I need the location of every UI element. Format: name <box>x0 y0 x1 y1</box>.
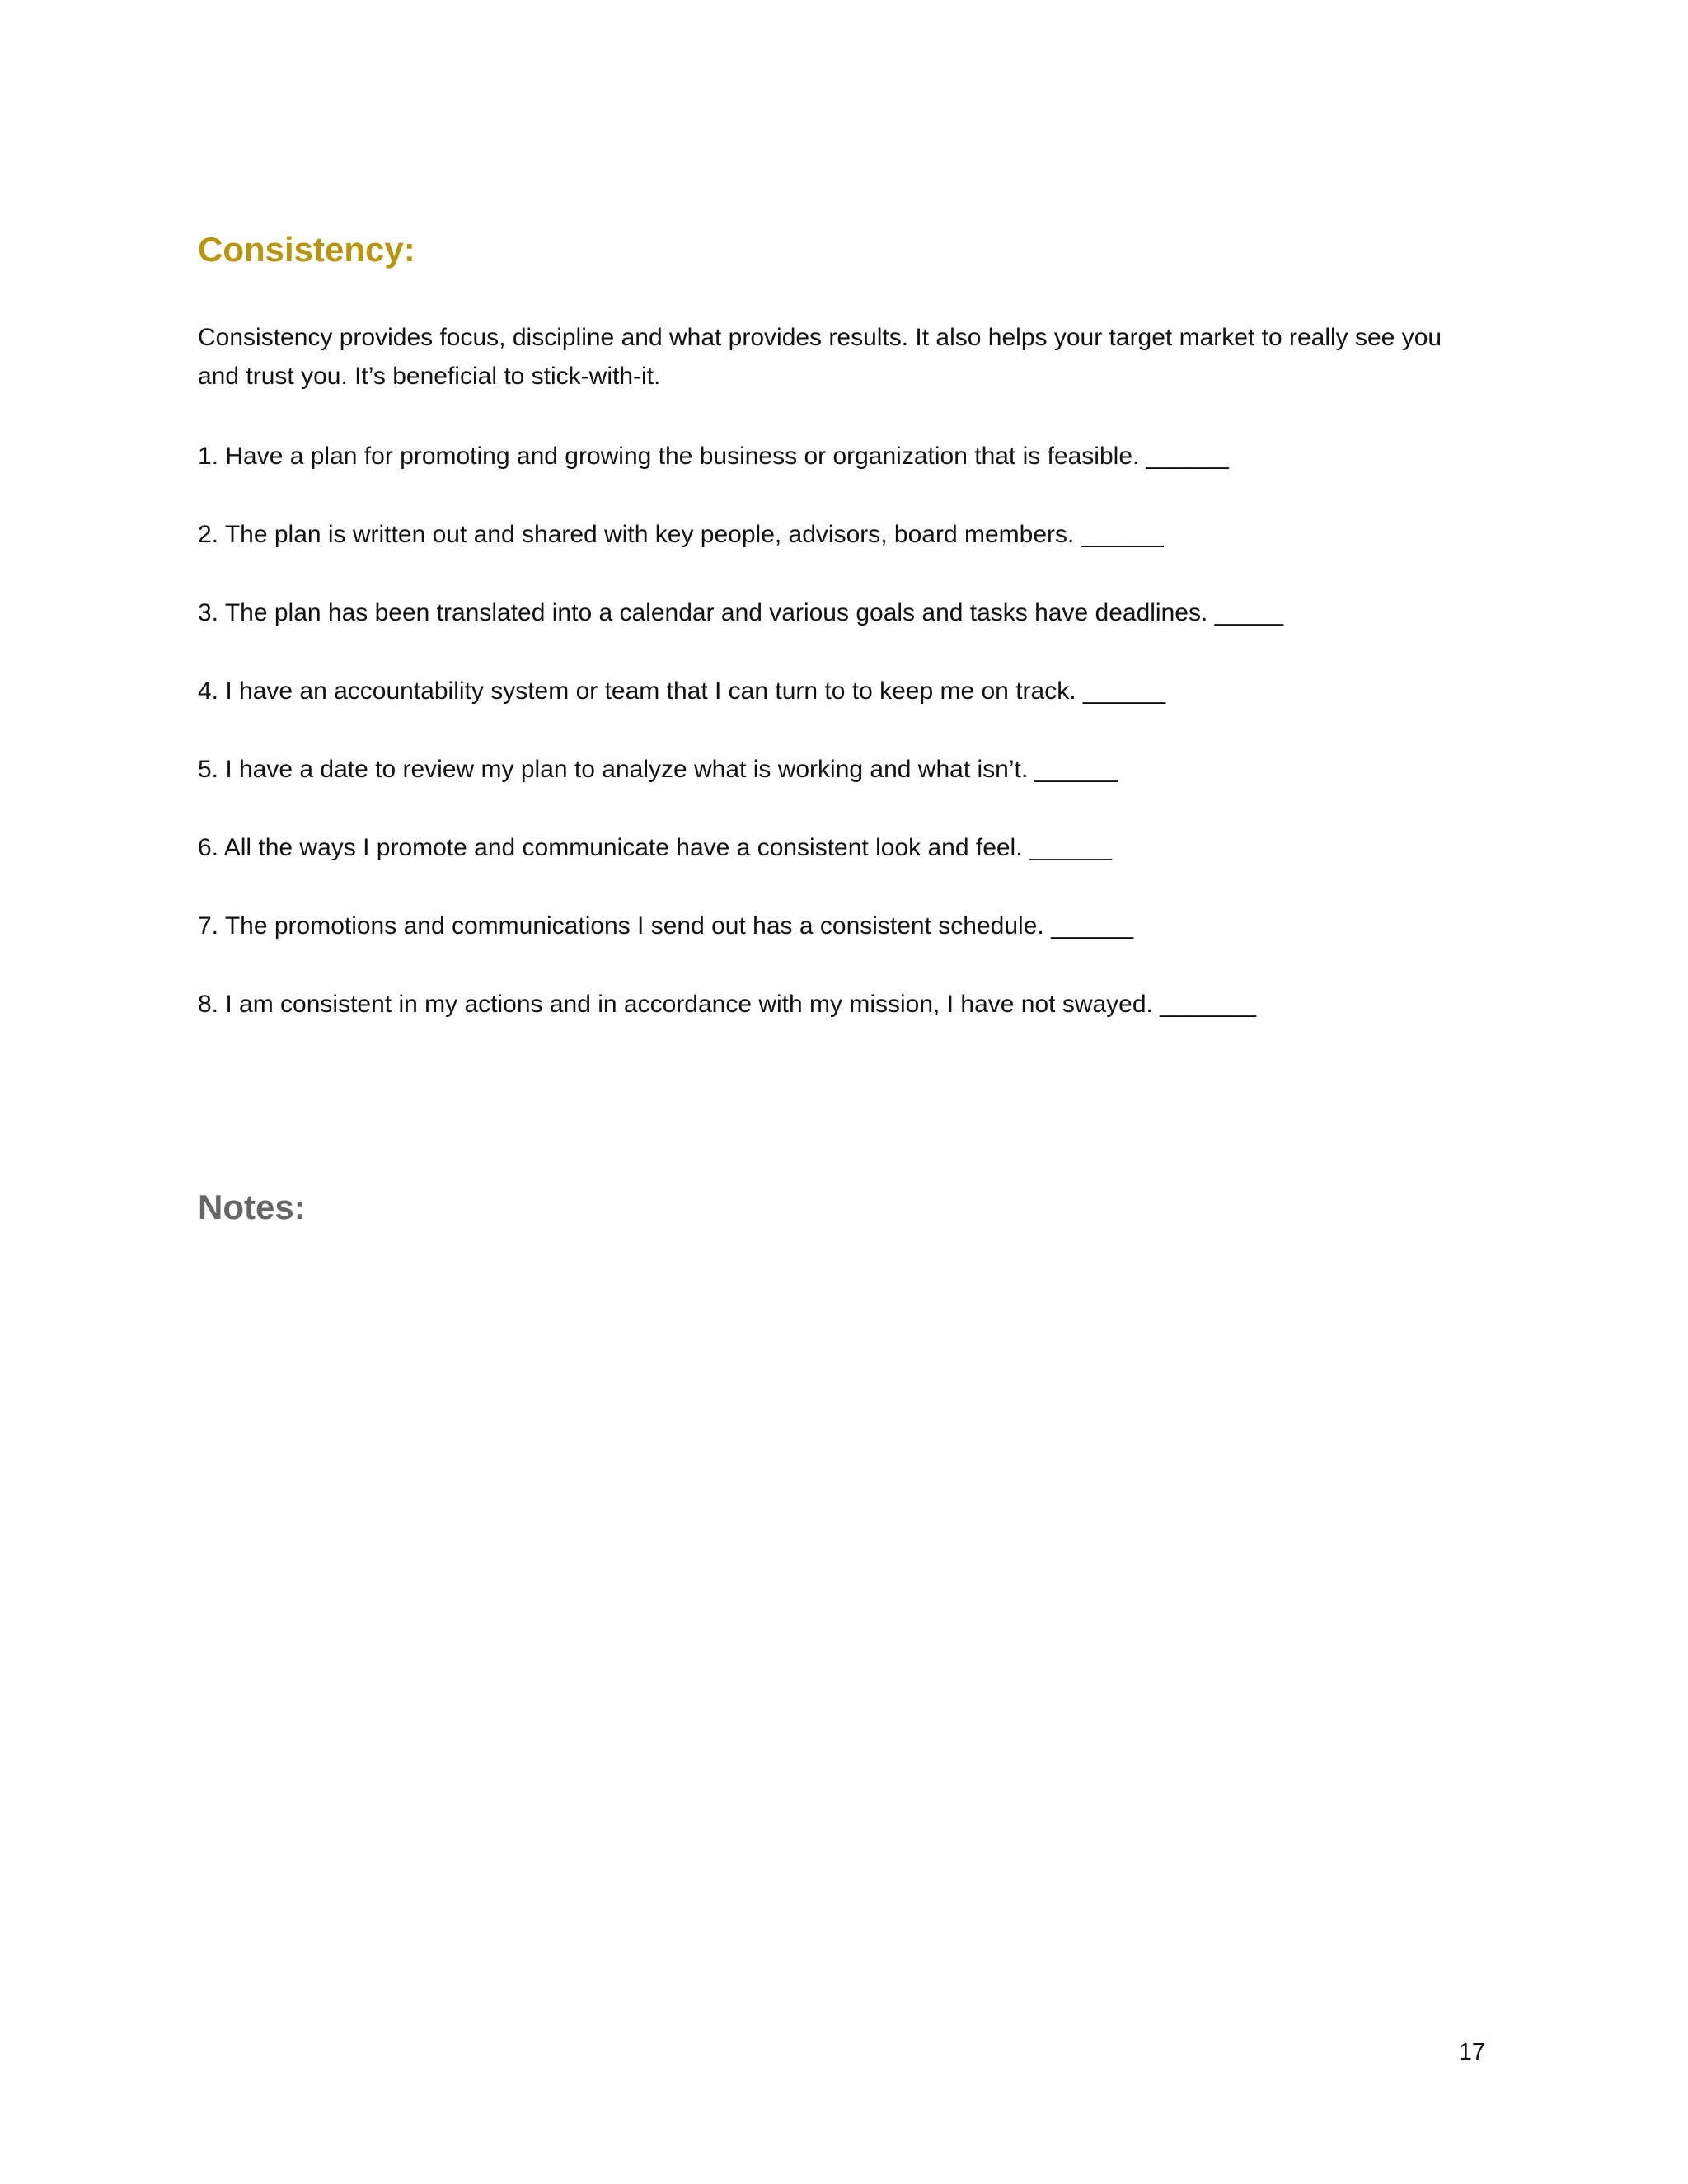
item-text: 4. I have an accountability system or team that I can turn to to keep me on track. <box>198 677 1076 705</box>
answer-blank: ______ <box>1082 677 1165 705</box>
item-text: 8. I am consistent in my actions and in accordance with my mission, I have not swayed. <box>198 991 1153 1018</box>
item-text: 2. The plan is written out and shared with key people, advisors, board members. <box>198 521 1075 548</box>
consistency-intro: Consistency provides focus, discipline and what provides results. It also helps your target market to really see you and trust you. It’s beneficial to stick-with-it. <box>198 324 1442 390</box>
answer-blank: ______ <box>1146 443 1229 470</box>
answer-blank: _____ <box>1214 599 1284 626</box>
answer-blank: ______ <box>1051 912 1134 940</box>
checklist-item-3 <box>198 593 1283 632</box>
checklist-item-2 <box>198 515 1283 554</box>
checklist-item-5 <box>198 750 1283 789</box>
consistency-heading: Consistency: <box>198 230 415 269</box>
answer-blank: ______ <box>1034 756 1118 783</box>
page-number: 17 <box>1458 2039 1485 2065</box>
item-text: 6. All the ways I promote and communicate have a consistent look and feel. <box>198 834 1023 861</box>
checklist-item-8 <box>198 985 1283 1024</box>
answer-blank: ______ <box>1081 521 1164 548</box>
item-text: 3. The plan has been translated into a calendar and various goals and tasks have deadlines. <box>198 599 1208 626</box>
item-text: 1. Have a plan for promoting and growing the business or organization that is feasible. <box>198 443 1140 470</box>
checklist-item-4 <box>198 672 1283 710</box>
checklist-item-6 <box>198 828 1283 867</box>
checklist-item-7 <box>198 907 1283 945</box>
checklist-item-1 <box>198 437 1283 476</box>
item-text: 7. The promotions and communications I send out has a consistent schedule. <box>198 912 1044 940</box>
checklist <box>198 437 1283 1063</box>
item-text: 5. I have a date to review my plan to analyze what is working and what isn’t. <box>198 756 1029 783</box>
answer-blank: _______ <box>1160 991 1257 1018</box>
notes-heading: Notes: <box>198 1188 306 1226</box>
answer-blank: ______ <box>1029 834 1113 861</box>
